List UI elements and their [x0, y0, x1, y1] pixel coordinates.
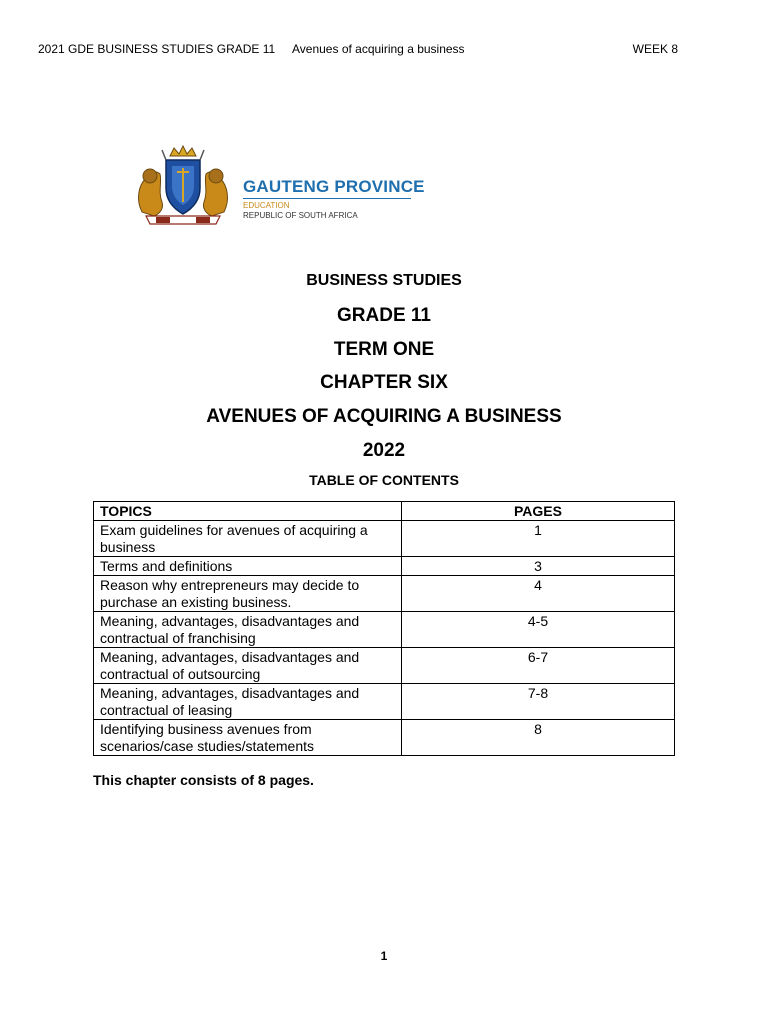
- table-row: [94, 557, 675, 576]
- logo-country: REPUBLIC OF SOUTH AFRICA: [243, 211, 358, 220]
- pages-cell: 4: [402, 576, 675, 612]
- topic-cell: Terms and definitions: [94, 557, 402, 576]
- table-row: [94, 720, 675, 756]
- topic-title: AVENUES OF ACQUIRING A BUSINESS: [206, 406, 562, 427]
- topic-cell: Meaning, advantages, disadvantages and contractual of outsourcing: [94, 648, 402, 684]
- header-week: WEEK 8: [632, 42, 678, 56]
- column-header-pages: PAGES: [402, 502, 675, 521]
- toc-heading: TABLE OF CONTENTS: [309, 472, 459, 488]
- pages-cell: 1: [402, 521, 675, 557]
- header-document-title: 2021 GDE BUSINESS STUDIES GRADE 11: [38, 42, 276, 56]
- pages-cell: 8: [402, 720, 675, 756]
- pages-cell: 4-5: [402, 612, 675, 648]
- logo-divider: [243, 198, 411, 199]
- grade-title: GRADE 11: [337, 305, 431, 326]
- chapter-page-count-note: This chapter consists of 8 pages.: [93, 772, 314, 788]
- page-header: [38, 42, 678, 60]
- table-header-row: [94, 502, 675, 521]
- chapter-title: CHAPTER SIX: [320, 372, 448, 393]
- logo-title: GAUTENG PROVINCE: [243, 177, 425, 196]
- logo-subtitle: EDUCATION: [243, 201, 290, 210]
- term-title: TERM ONE: [333, 339, 435, 360]
- pages-cell: 7-8: [402, 684, 675, 720]
- topic-cell: Reason why entrepreneurs may decide to purchase an existing business.: [94, 576, 402, 612]
- table-row: [94, 648, 675, 684]
- table-row: [94, 612, 675, 648]
- table-row: [94, 521, 675, 557]
- table-row: [94, 576, 675, 612]
- pages-cell: 6-7: [402, 648, 675, 684]
- coat-of-arms-icon: [132, 142, 234, 226]
- pages-cell: 3: [402, 557, 675, 576]
- page-number: 1: [380, 949, 388, 963]
- year-title: 2022: [362, 440, 406, 461]
- gauteng-logo: [132, 140, 425, 240]
- topic-cell: Identifying business avenues from scenarios/case studies/statements: [94, 720, 402, 756]
- header-topic: Avenues of acquiring a business: [292, 42, 465, 56]
- table-of-contents: [93, 501, 675, 756]
- column-header-topics: TOPICS: [94, 502, 402, 521]
- topic-cell: Exam guidelines for avenues of acquiring a business: [94, 521, 402, 557]
- table-row: [94, 684, 675, 720]
- topic-cell: Meaning, advantages, disadvantages and contractual of leasing: [94, 684, 402, 720]
- topic-cell: Meaning, advantages, disadvantages and contractual of franchising: [94, 612, 402, 648]
- subject-title: BUSINESS STUDIES: [306, 272, 462, 289]
